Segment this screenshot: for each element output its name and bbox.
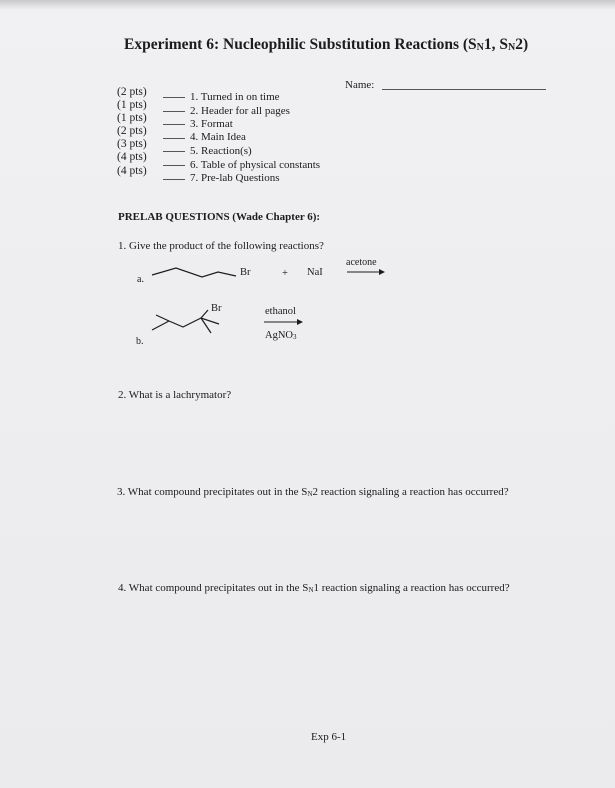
rubric-item: 6. Table of physical constants	[190, 159, 321, 171]
rubric-blank[interactable]	[163, 97, 185, 98]
reaction-a-label: a.	[137, 274, 144, 285]
page-footer: Exp 6-1	[311, 731, 347, 743]
page-edge-shadow	[0, 0, 615, 10]
question-2: 2. What is a lachrymator?	[118, 389, 232, 401]
question-4: 4. What compound precipitates out in the $S_N1$ reaction signaling a reaction has occurred?	[118, 582, 510, 594]
rubric-pts: (1 pts)	[117, 112, 147, 124]
reaction-b-arrow	[263, 318, 305, 326]
rubric-blank[interactable]	[163, 165, 185, 166]
prelab-heading: PRELAB QUESTIONS (Wade Chapter 6):	[118, 211, 321, 223]
rubric-blank[interactable]	[163, 111, 185, 112]
rubric-pts: (4 pts)	[117, 151, 147, 163]
rubric-blank[interactable]	[163, 138, 185, 139]
rubric-pts: (3 pts)	[117, 138, 147, 150]
rubric-blank[interactable]	[163, 124, 185, 125]
rubric-item: 2. Header for all pages	[190, 105, 290, 117]
rubric-pts: (2 pts)	[117, 86, 147, 98]
rubric-blank[interactable]	[163, 179, 185, 180]
rubric-pts: (2 pts)	[117, 125, 147, 137]
reaction-b-label: b.	[136, 336, 144, 347]
reaction-a-bromide: Br	[240, 267, 251, 278]
page-title: Experiment 6: Nucleophilic Substitution Reactions ($S_N1$, $S_N2$)	[124, 36, 529, 53]
reaction-a-arrow	[346, 268, 386, 276]
rubric-pts: (4 pts)	[117, 165, 147, 177]
rubric-item: 4. Main Idea	[190, 131, 246, 143]
name-blank-line[interactable]	[382, 89, 546, 90]
reaction-a-plus: +	[282, 268, 288, 279]
question-1: 1. Give the product of the following reactions?	[118, 240, 324, 252]
reaction-a-reagent: NaI	[307, 267, 323, 278]
rubric-item: 7. Pre-lab Questions	[190, 172, 280, 184]
reaction-a-solvent: acetone	[346, 257, 377, 268]
reaction-b-reagent: AgNO$_3$	[265, 330, 297, 341]
reaction-b-bromide: Br	[211, 303, 222, 314]
rubric-item: 5. Reaction(s)	[190, 145, 252, 157]
reaction-a-chain-structure	[150, 262, 240, 282]
rubric-item: 3. Format	[190, 118, 233, 130]
rubric-pts: (1 pts)	[117, 99, 147, 111]
name-label: Name:	[345, 79, 375, 91]
reaction-b-solvent: ethanol	[265, 306, 296, 317]
rubric-item: 1. Turned in on time	[190, 91, 280, 103]
rubric-blank[interactable]	[163, 151, 185, 152]
question-3: 3. What compound precipitates out in the $S_N2$ reaction signaling a reaction has occurred?	[117, 486, 509, 498]
